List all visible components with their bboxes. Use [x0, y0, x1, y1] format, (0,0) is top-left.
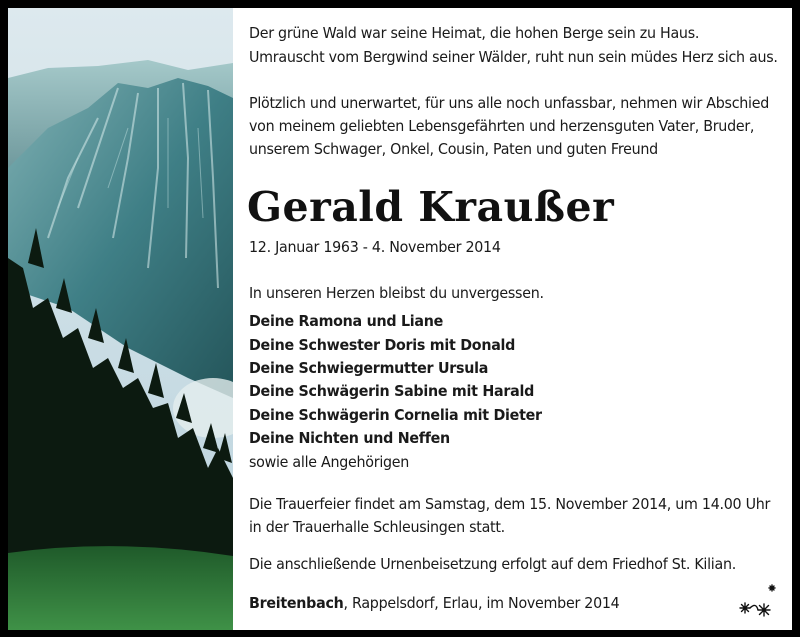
intro-line-1: Plötzlich und unerwartet, für uns alle noch unfassbar, nehmen wir Abschied: [249, 94, 769, 112]
mourner-line: Deine Nichten und Neffen: [249, 429, 450, 447]
burial-line: Die anschließende Urnenbeisetzung erfolgt auf dem Friedhof St. Kilian.: [249, 555, 736, 573]
mountain-landscape-image: [8, 8, 233, 630]
place-rest: , Rappelsdorf, Erlau, im November 2014: [343, 594, 620, 612]
place-date-line: [249, 592, 619, 614]
relatives-line: sowie alle Angehörigen: [249, 453, 410, 471]
mourner-line: Deine Schwester Doris mit Donald: [249, 336, 516, 354]
remembrance-line: In unseren Herzen bleibst du unvergessen.: [249, 284, 544, 302]
poem-line-1: Der grüne Wald war seine Heimat, die hohen Berge sein zu Haus.: [249, 24, 700, 42]
flower-ornament-icon: [736, 582, 780, 620]
mourner-line: Deine Schwiegermutter Ursula: [249, 359, 489, 377]
poem-line-2: Umrauscht vom Bergwind seiner Wälder, ruht nun sein müdes Herz sich aus.: [249, 48, 778, 66]
mourner-line: Deine Schwägerin Cornelia mit Dieter: [249, 406, 542, 424]
funeral-line-1: Die Trauerfeier findet am Samstag, dem 15. November 2014, um 14.00 Uhr: [249, 495, 771, 513]
place-town: Breitenbach: [249, 594, 344, 612]
intro-line-3: unserem Schwager, Onkel, Cousin, Paten und guten Freund: [249, 140, 658, 158]
mourner-line: Deine Ramona und Liane: [249, 312, 444, 330]
mourner-line: Deine Schwägerin Sabine mit Harald: [249, 382, 535, 400]
intro-line-2: von meinem geliebten Lebensgefährten und herzensguten Vater, Bruder,: [249, 117, 755, 135]
funeral-line-2: in der Trauerhalle Schleusingen statt.: [249, 518, 505, 536]
life-dates: 12. Januar 1963 - 4. November 2014: [249, 238, 501, 256]
text-panel: [233, 8, 792, 630]
deceased-name: Gerald Kraußer: [247, 183, 615, 231]
